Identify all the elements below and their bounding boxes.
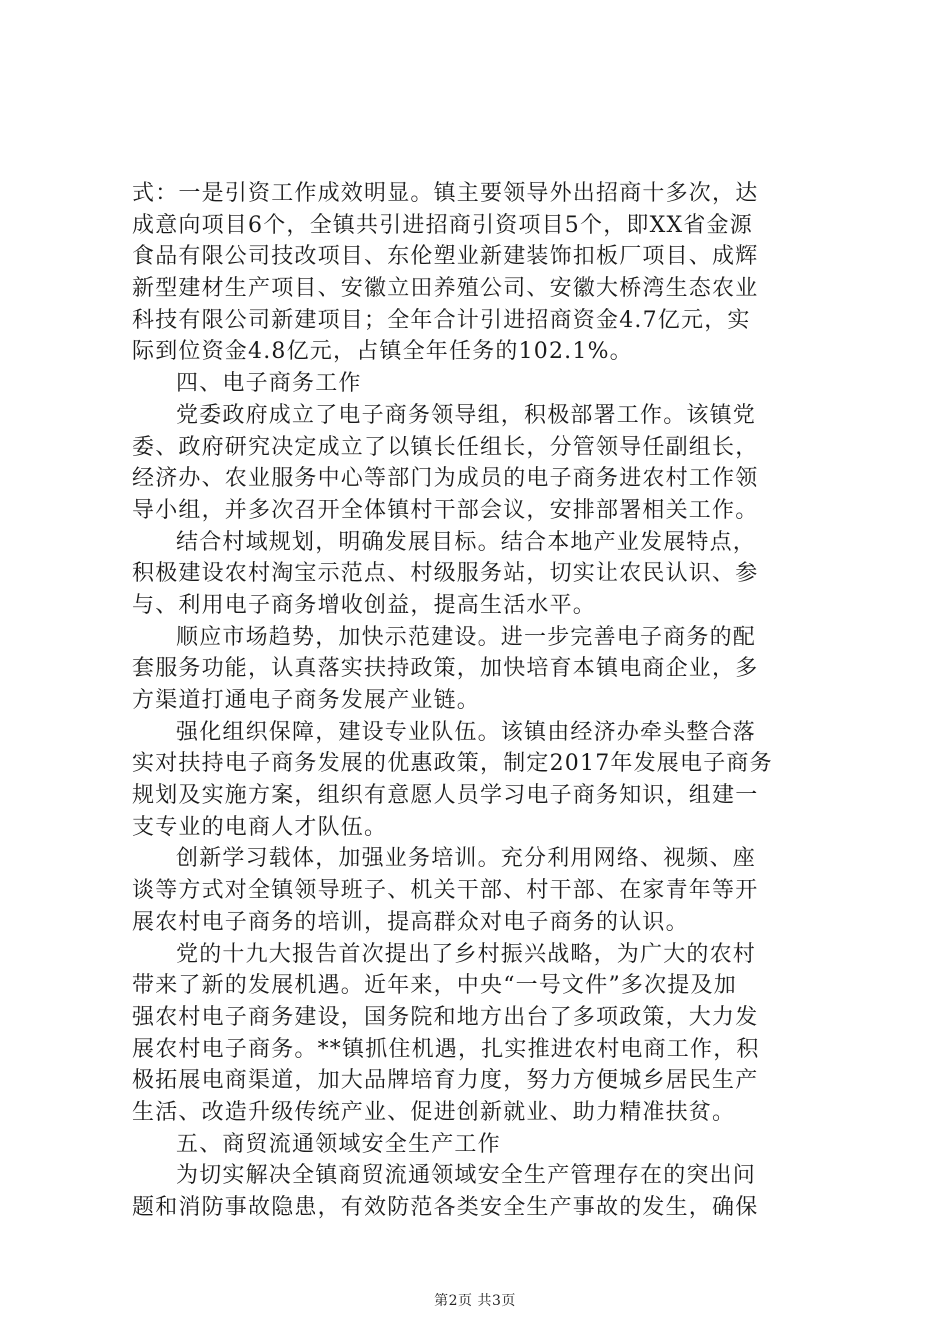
document-body — [132, 178, 832, 1224]
text-line: 新型建材生产项目、安徽立田养殖公司、安徽大桥湾生态农业 — [132, 276, 759, 302]
text-line: 强化组织保障，建设专业队伍。该镇由经济办牵头整合落 — [176, 719, 757, 745]
text-line: 极拓展电商渠道，加大品牌培育力度，努力方便城乡居民生产 — [132, 1068, 759, 1094]
text-line: 科技有限公司新建项目；全年合计引进招商资金4.7亿元，实 — [132, 307, 751, 333]
text-line: 强农村电子商务建设，国务院和地方出台了多项政策，大力发 — [132, 1004, 759, 1030]
text-line: 导小组，并多次召开全体镇村干部会议，安排部署相关工作。 — [132, 497, 759, 523]
text-line: 展农村电子商务的培训，提高群众对电子商务的认识。 — [132, 909, 689, 935]
page-footer: 第2页 共3页 — [434, 1293, 516, 1309]
text-line: 谈等方式对全镇领导班子、机关干部、村干部、在家青年等开 — [132, 878, 759, 904]
text-line: 式：一是引资工作成效明显。镇主要领导外出招商十多次，达 — [132, 181, 759, 206]
text-line: 支专业的电商人才队伍。 — [132, 814, 388, 840]
text-line: 成意向项目6个，全镇共引进招商引资项目5个，即XX省金源 — [132, 212, 753, 238]
text-line: 经济办、农业服务中心等部门为成员的电子商务进农村工作领 — [132, 466, 759, 492]
text-line: 带来了新的发展机遇。近年来，中央“一号文件”多次提及加 — [132, 973, 737, 999]
text-line: 委、政府研究决定成立了以镇长任组长，分管领导任副组长， — [132, 434, 759, 460]
text-line: 积极建设农村淘宝示范点、村级服务站，切实让农民认识、参 — [132, 561, 759, 587]
text-line: 四、电子商务工作 — [176, 371, 362, 397]
text-line: 实对扶持电子商务发展的优惠政策，制定2017年发展电子商务 — [132, 751, 773, 777]
text-line: 与、利用电子商务增收创益，提高生活水平。 — [132, 592, 597, 618]
text-line: 党的十九大报告首次提出了乡村振兴战略，为广大的农村 — [176, 941, 757, 967]
text-line: 结合村域规划，明确发展目标。结合本地产业发展特点， — [176, 529, 757, 555]
text-line: 题和消防事故隐患，有效防范各类安全生产事故的发生，确保 — [132, 1195, 759, 1220]
text-line: 展农村电子商务。**镇抓住机遇，扎实推进农村电商工作，积 — [132, 1036, 760, 1062]
text-line: 创新学习载体，加强业务培训。充分利用网络、视频、座 — [176, 846, 757, 872]
text-line: 规划及实施方案，组织有意愿人员学习电子商务知识，组建一 — [132, 783, 759, 809]
text-line: 套服务功能，认真落实扶持政策，加快培育本镇电商企业，多 — [132, 656, 759, 682]
text-line: 方渠道打通电子商务发展产业链。 — [132, 688, 481, 713]
text-line: 生活、改造升级传统产业、促进创新就业、助力精准扶贫。 — [132, 1099, 736, 1125]
text-line: 际到位资金4.8亿元，占镇全年任务的102.1%。 — [132, 339, 633, 365]
text-line: 顺应市场趋势，加快示范建设。进一步完善电子商务的配 — [176, 624, 757, 650]
text-line: 食品有限公司技改项目、东伦塑业新建装饰扣板厂项目、成辉 — [132, 244, 759, 270]
text-line: 党委政府成立了电子商务领导组，积极部署工作。该镇党 — [176, 402, 757, 428]
text-line: 五、商贸流通领域安全生产工作 — [176, 1131, 501, 1157]
text-line: 为切实解决全镇商贸流通领域安全生产管理存在的突出问 — [176, 1163, 757, 1189]
